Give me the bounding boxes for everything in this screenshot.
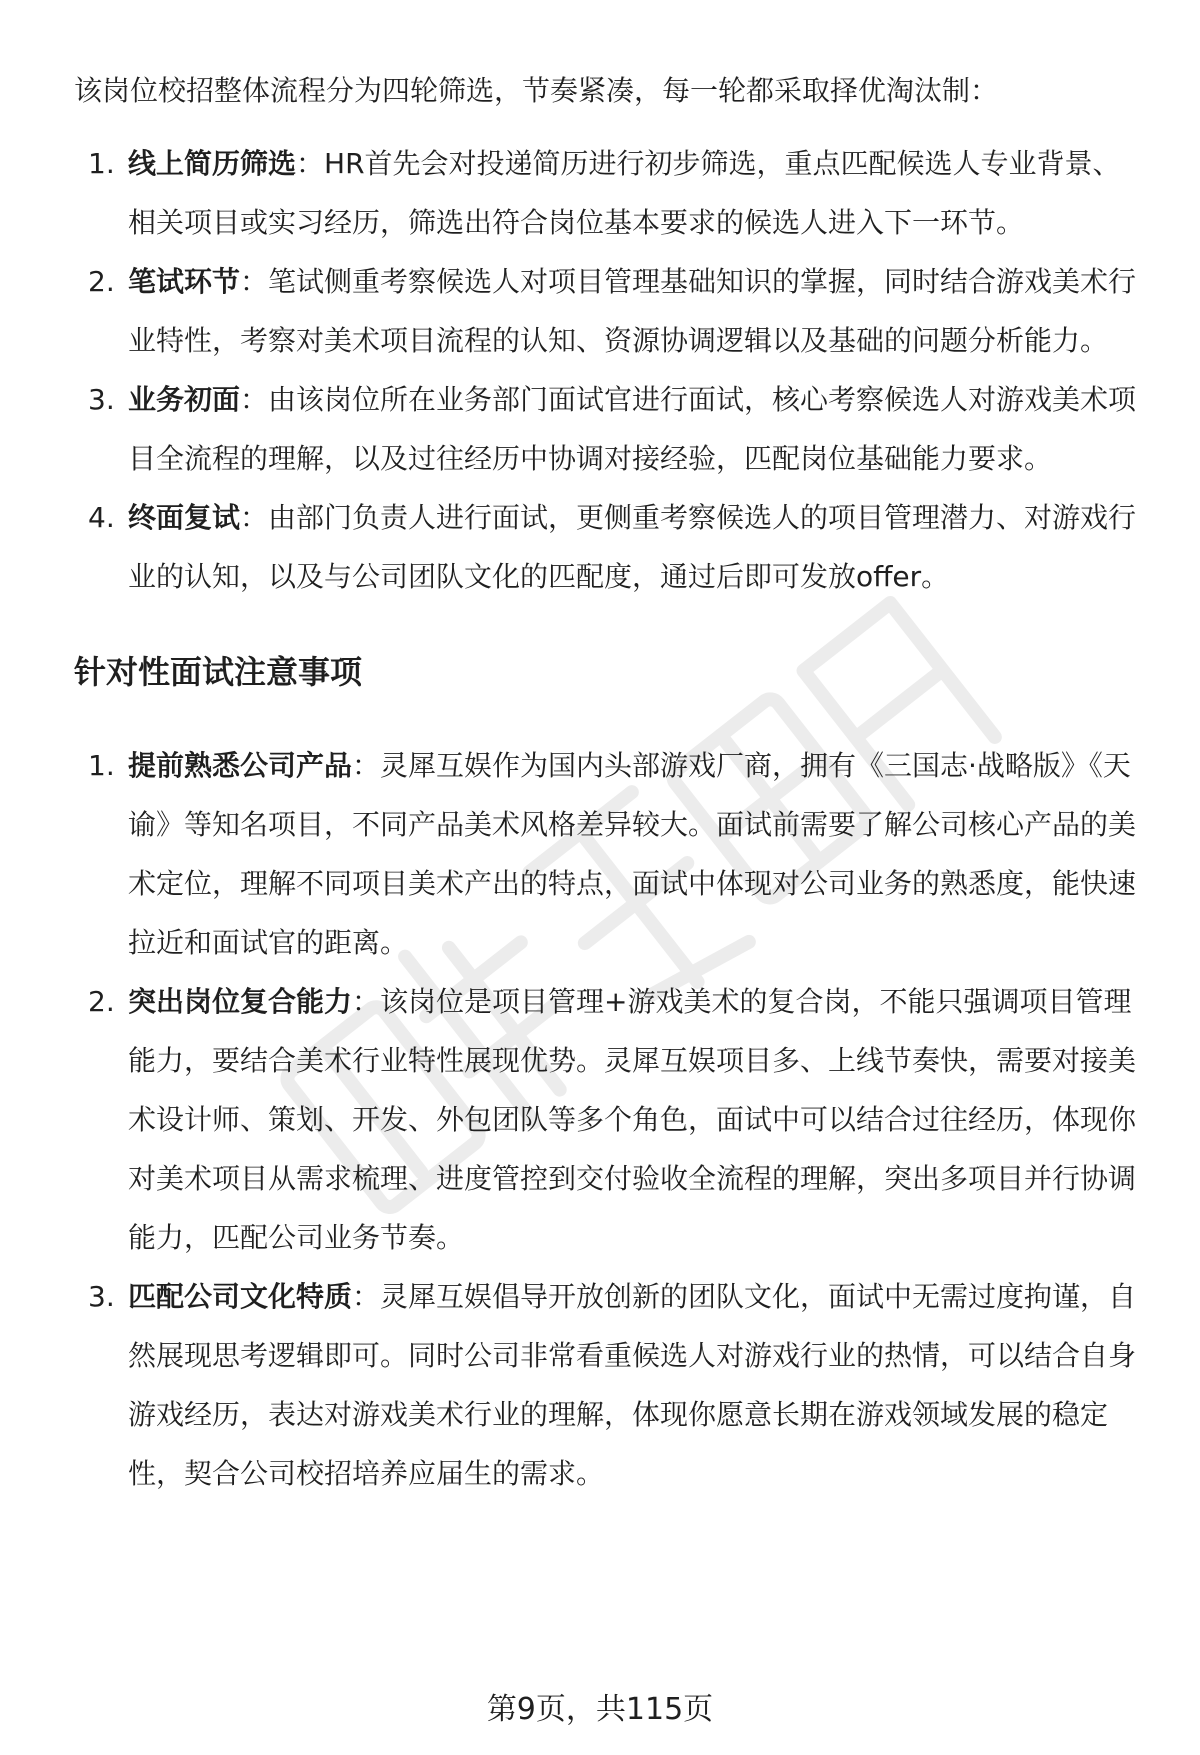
step-number: 3. [88, 383, 115, 416]
process-steps-list [74, 134, 1144, 606]
process-step [74, 252, 1144, 370]
step-term: 笔试环节 [128, 265, 241, 298]
tip-number: 1. [88, 749, 115, 782]
step-number: 2. [88, 265, 115, 298]
tip-text: ：灵犀互娱倡导开放创新的团队文化，面试中无需过度拘谨，自然展现思考逻辑即可。同时公司非常看重候选人对游戏行业的热情，可以结合自身游戏经历，表达对游戏美术行业的理解，体现你愿意长期在游戏领域发展的稳定性，契合公司校招培养应届生的需求。 [128, 1280, 1137, 1490]
page-footer: 第9页，共115页 [486, 1692, 714, 1727]
step-number: 4. [88, 501, 115, 534]
process-step [74, 134, 1144, 252]
tip-term: 突出岗位复合能力 [128, 985, 353, 1018]
step-text: ：HR首先会对投递简历进行初步筛选，重点匹配候选人专业背景、相关项目或实习经历，筛选出符合岗位基本要求的候选人进入下一环节。 [128, 147, 1121, 239]
tip-number: 2. [88, 985, 115, 1018]
tip-number: 3. [88, 1280, 115, 1313]
tips-list [74, 736, 1144, 1503]
step-text: ：笔试侧重考察候选人对项目管理基础知识的掌握，同时结合游戏美术行业特性，考察对美术项目流程的认知、资源协调逻辑以及基础的问题分析能力。 [128, 265, 1137, 357]
process-step [74, 488, 1144, 606]
tip-text: ：该岗位是项目管理+游戏美术的复合岗，不能只强调项目管理能力，要结合美术行业特性展现优势。灵犀互娱项目多、上线节奏快，需要对接美术设计师、策划、开发、外包团队等多个角色，面试中可以结合过往经历，体现你对美术项目从需求梳理、进度管控到交付验收全流程的理解，突出多项目并行协调能力，匹配公司业务节奏。 [128, 985, 1137, 1254]
step-term: 业务初面 [128, 383, 241, 416]
tip-item [74, 736, 1144, 972]
step-term: 线上简历筛选 [128, 147, 297, 180]
tip-item [74, 972, 1144, 1267]
step-text: ：由该岗位所在业务部门面试官进行面试，核心考察候选人对游戏美术项目全流程的理解，以及过往经历中协调对接经验，匹配岗位基础能力要求。 [128, 383, 1137, 475]
document-body [74, 62, 1144, 1503]
step-number: 1. [88, 147, 115, 180]
tip-text: ：灵犀互娱作为国内头部游戏厂商，拥有《三国志·战略版》《天谕》等知名项目，不同产品美术风格差异较大。面试前需要了解公司核心产品的美术定位，理解不同项目美术产出的特点，面试中体现对公司业务的熟悉度，能快速拉近和面试官的距离。 [128, 749, 1137, 959]
tip-term: 提前熟悉公司产品 [128, 749, 353, 782]
tip-item [74, 1267, 1144, 1503]
step-term: 终面复试 [128, 501, 241, 534]
section-title: 针对性面试注意事项 [74, 653, 363, 691]
step-text: ：由部门负责人进行面试，更侧重考察候选人的项目管理潜力、对游戏行业的认知，以及与公司团队文化的匹配度，通过后即可发放offer。 [128, 501, 1137, 593]
tip-term: 匹配公司文化特质 [128, 1280, 353, 1313]
process-step [74, 370, 1144, 488]
intro-paragraph: 该岗位校招整体流程分为四轮筛选，节奏紧凑，每一轮都采取择优淘汰制： [74, 74, 999, 107]
